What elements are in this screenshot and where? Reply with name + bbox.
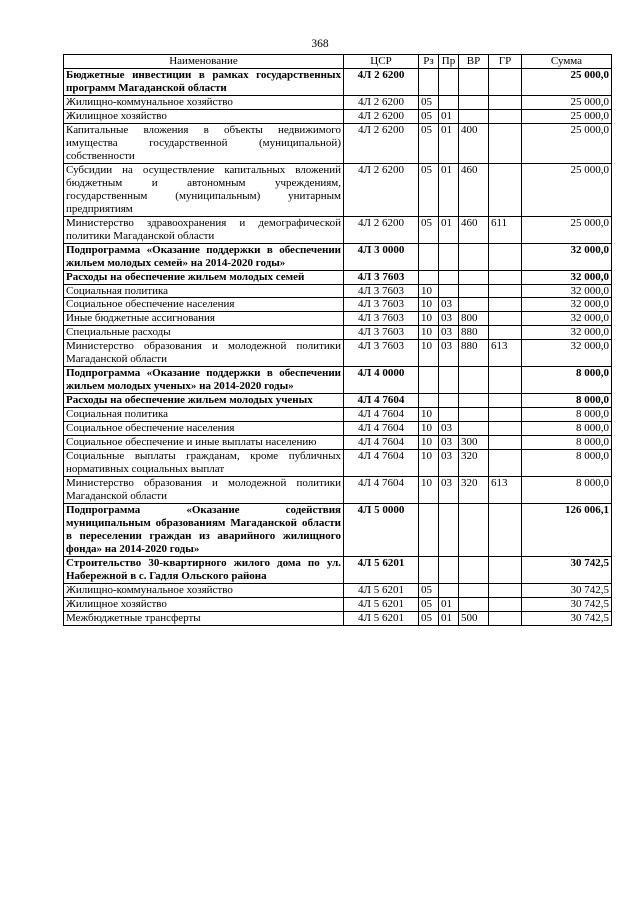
cell-sum: 25 000,0	[522, 69, 612, 96]
cell-name: Социальная политика	[64, 284, 344, 298]
cell-name: Жилищно-коммунальное хозяйство	[64, 95, 344, 109]
cell-csr: 4Л 4 7604	[344, 394, 419, 408]
cell-vr	[459, 394, 489, 408]
header-pr: Пр	[439, 55, 459, 69]
cell-pr	[439, 243, 459, 270]
table-row	[64, 367, 612, 394]
cell-rz	[419, 69, 439, 96]
cell-pr: 01	[439, 597, 459, 611]
cell-gr	[489, 436, 522, 450]
cell-name: Жилищно-коммунальное хозяйство	[64, 583, 344, 597]
table-row	[64, 163, 612, 216]
table-row	[64, 340, 612, 367]
cell-vr	[459, 243, 489, 270]
cell-gr	[489, 298, 522, 312]
table-row	[64, 422, 612, 436]
cell-vr	[459, 583, 489, 597]
cell-gr	[489, 270, 522, 284]
cell-sum: 25 000,0	[522, 216, 612, 243]
cell-csr: 4Л 2 6200	[344, 216, 419, 243]
cell-gr	[489, 367, 522, 394]
cell-vr: 800	[459, 312, 489, 326]
cell-sum: 25 000,0	[522, 123, 612, 163]
cell-pr: 03	[439, 450, 459, 477]
cell-sum: 25 000,0	[522, 163, 612, 216]
cell-vr: 500	[459, 611, 489, 625]
cell-sum: 30 742,5	[522, 556, 612, 583]
cell-name: Жилищное хозяйство	[64, 597, 344, 611]
cell-name: Расходы на обеспечение жильем молодых ученых	[64, 394, 344, 408]
cell-vr: 320	[459, 450, 489, 477]
cell-sum: 32 000,0	[522, 326, 612, 340]
cell-csr: 4Л 5 6201	[344, 556, 419, 583]
cell-csr: 4Л 3 0000	[344, 243, 419, 270]
table-row	[64, 326, 612, 340]
cell-csr: 4Л 2 6200	[344, 109, 419, 123]
cell-sum: 8 000,0	[522, 422, 612, 436]
cell-csr: 4Л 3 7603	[344, 326, 419, 340]
cell-gr	[489, 163, 522, 216]
table-row	[64, 109, 612, 123]
cell-csr: 4Л 5 6201	[344, 611, 419, 625]
table-row	[64, 436, 612, 450]
table-row	[64, 270, 612, 284]
cell-sum: 8 000,0	[522, 450, 612, 477]
cell-sum: 32 000,0	[522, 270, 612, 284]
cell-vr	[459, 408, 489, 422]
cell-name: Социальные выплаты гражданам, кроме публичных нормативных социальных выплат	[64, 450, 344, 477]
cell-rz: 05	[419, 109, 439, 123]
cell-vr	[459, 95, 489, 109]
cell-gr	[489, 95, 522, 109]
cell-pr: 03	[439, 326, 459, 340]
cell-gr	[489, 243, 522, 270]
header-gr: ГР	[489, 55, 522, 69]
cell-rz	[419, 243, 439, 270]
cell-vr: 880	[459, 340, 489, 367]
cell-name: Расходы на обеспечение жильем молодых семей	[64, 270, 344, 284]
cell-rz: 05	[419, 583, 439, 597]
cell-name: Социальное обеспечение и иные выплаты населению	[64, 436, 344, 450]
cell-rz: 10	[419, 298, 439, 312]
page-number: 368	[311, 38, 329, 50]
cell-vr	[459, 504, 489, 557]
cell-name: Подпрограмма «Оказание содействия муниципальным образованиям Магаданской области в переселении граждан из аварийного жилищного фонда» на 2014-2020 годы»	[64, 504, 344, 557]
cell-csr: 4Л 4 0000	[344, 367, 419, 394]
cell-sum: 32 000,0	[522, 298, 612, 312]
cell-csr: 4Л 4 7604	[344, 422, 419, 436]
table-row	[64, 408, 612, 422]
cell-gr	[489, 504, 522, 557]
cell-name: Социальное обеспечение населения	[64, 422, 344, 436]
header-rz: Рз	[419, 55, 439, 69]
cell-rz: 10	[419, 312, 439, 326]
cell-pr: 01	[439, 109, 459, 123]
cell-gr	[489, 408, 522, 422]
table-row	[64, 284, 612, 298]
cell-name: Жилищное хозяйство	[64, 109, 344, 123]
cell-vr	[459, 109, 489, 123]
table-row	[64, 298, 612, 312]
cell-csr: 4Л 2 6200	[344, 69, 419, 96]
cell-pr	[439, 69, 459, 96]
cell-vr: 880	[459, 326, 489, 340]
cell-pr: 01	[439, 216, 459, 243]
cell-pr	[439, 95, 459, 109]
cell-rz	[419, 394, 439, 408]
cell-vr	[459, 298, 489, 312]
cell-name: Капитальные вложения в объекты недвижимого имущества государственной (муниципальной) собственности	[64, 123, 344, 163]
cell-vr	[459, 69, 489, 96]
header-name: Наименование	[64, 55, 344, 69]
cell-rz: 10	[419, 340, 439, 367]
cell-gr	[489, 69, 522, 96]
table-row	[64, 556, 612, 583]
table-row	[64, 583, 612, 597]
cell-rz: 10	[419, 436, 439, 450]
table-header-row	[64, 55, 612, 69]
cell-sum: 8 000,0	[522, 477, 612, 504]
cell-rz	[419, 556, 439, 583]
cell-vr: 460	[459, 216, 489, 243]
cell-vr: 460	[459, 163, 489, 216]
table-row	[64, 611, 612, 625]
cell-name: Министерство образования и молодежной политики Магаданской области	[64, 477, 344, 504]
cell-csr: 4Л 5 0000	[344, 504, 419, 557]
cell-rz: 10	[419, 284, 439, 298]
cell-pr: 03	[439, 312, 459, 326]
cell-pr: 03	[439, 436, 459, 450]
cell-rz: 10	[419, 408, 439, 422]
table-row	[64, 216, 612, 243]
cell-pr: 03	[439, 477, 459, 504]
cell-name: Субсидии на осуществление капитальных вложений бюджетным и автономным учреждениям, государственным (муниципальным) унитарным предприятиям	[64, 163, 344, 216]
cell-rz: 10	[419, 422, 439, 436]
cell-rz: 05	[419, 123, 439, 163]
cell-pr	[439, 556, 459, 583]
cell-sum: 8 000,0	[522, 394, 612, 408]
cell-pr	[439, 394, 459, 408]
cell-gr	[489, 611, 522, 625]
table-body	[64, 69, 612, 626]
cell-sum: 25 000,0	[522, 109, 612, 123]
table-row	[64, 243, 612, 270]
cell-sum: 32 000,0	[522, 243, 612, 270]
table-row	[64, 69, 612, 96]
cell-name: Бюджетные инвестиции в рамках государственных программ Магаданской области	[64, 69, 344, 96]
cell-gr	[489, 556, 522, 583]
header-vr: ВР	[459, 55, 489, 69]
cell-vr	[459, 284, 489, 298]
cell-gr	[489, 123, 522, 163]
cell-gr: 613	[489, 340, 522, 367]
cell-name: Подпрограмма «Оказание поддержки в обеспечении жильем молодых ученых» на 2014-2020 годы»	[64, 367, 344, 394]
cell-csr: 4Л 4 7604	[344, 450, 419, 477]
cell-vr	[459, 367, 489, 394]
header-csr: ЦСР	[344, 55, 419, 69]
cell-name: Министерство образования и молодежной политики Магаданской области	[64, 340, 344, 367]
cell-pr	[439, 367, 459, 394]
cell-sum: 8 000,0	[522, 367, 612, 394]
table-row	[64, 477, 612, 504]
cell-gr	[489, 422, 522, 436]
cell-csr: 4Л 5 6201	[344, 597, 419, 611]
cell-gr	[489, 109, 522, 123]
cell-vr	[459, 556, 489, 583]
cell-name: Социальное обеспечение населения	[64, 298, 344, 312]
cell-rz: 05	[419, 611, 439, 625]
cell-sum: 126 006,1	[522, 504, 612, 557]
cell-pr: 01	[439, 163, 459, 216]
cell-name: Подпрограмма «Оказание поддержки в обеспечении жильем молодых семей» на 2014-2020 годы»	[64, 243, 344, 270]
table-row	[64, 450, 612, 477]
cell-csr: 4Л 3 7603	[344, 340, 419, 367]
cell-rz: 10	[419, 450, 439, 477]
cell-csr: 4Л 3 7603	[344, 298, 419, 312]
cell-csr: 4Л 4 7604	[344, 436, 419, 450]
cell-sum: 32 000,0	[522, 312, 612, 326]
cell-sum: 25 000,0	[522, 95, 612, 109]
cell-rz	[419, 504, 439, 557]
cell-sum: 32 000,0	[522, 284, 612, 298]
cell-vr: 400	[459, 123, 489, 163]
cell-rz: 05	[419, 216, 439, 243]
cell-gr	[489, 394, 522, 408]
cell-gr	[489, 326, 522, 340]
cell-vr	[459, 597, 489, 611]
cell-pr	[439, 583, 459, 597]
cell-name: Министерство здравоохранения и демографической политики Магаданской области	[64, 216, 344, 243]
cell-name: Специальные расходы	[64, 326, 344, 340]
cell-gr: 611	[489, 216, 522, 243]
cell-csr: 4Л 4 7604	[344, 477, 419, 504]
cell-csr: 4Л 2 6200	[344, 95, 419, 109]
cell-rz: 05	[419, 597, 439, 611]
cell-pr: 03	[439, 340, 459, 367]
cell-pr	[439, 408, 459, 422]
cell-sum: 32 000,0	[522, 340, 612, 367]
cell-gr	[489, 312, 522, 326]
table-row	[64, 123, 612, 163]
table-row	[64, 95, 612, 109]
cell-csr: 4Л 3 7603	[344, 312, 419, 326]
cell-csr: 4Л 3 7603	[344, 270, 419, 284]
cell-rz: 05	[419, 95, 439, 109]
cell-vr: 320	[459, 477, 489, 504]
cell-sum: 30 742,5	[522, 597, 612, 611]
cell-csr: 4Л 3 7603	[344, 284, 419, 298]
cell-rz: 10	[419, 477, 439, 504]
cell-pr	[439, 284, 459, 298]
cell-gr	[489, 450, 522, 477]
cell-pr: 01	[439, 611, 459, 625]
budget-table	[63, 54, 612, 626]
cell-vr	[459, 270, 489, 284]
cell-name: Иные бюджетные ассигнования	[64, 312, 344, 326]
cell-pr	[439, 504, 459, 557]
cell-pr	[439, 270, 459, 284]
cell-rz: 05	[419, 163, 439, 216]
cell-gr	[489, 583, 522, 597]
cell-pr: 03	[439, 422, 459, 436]
cell-csr: 4Л 2 6200	[344, 163, 419, 216]
cell-sum: 30 742,5	[522, 611, 612, 625]
cell-vr	[459, 422, 489, 436]
cell-name: Социальная политика	[64, 408, 344, 422]
cell-pr: 01	[439, 123, 459, 163]
cell-name: Межбюджетные трансферты	[64, 611, 344, 625]
table-row	[64, 312, 612, 326]
cell-csr: 4Л 5 6201	[344, 583, 419, 597]
table-row	[64, 597, 612, 611]
cell-csr: 4Л 2 6200	[344, 123, 419, 163]
cell-csr: 4Л 4 7604	[344, 408, 419, 422]
table-row	[64, 504, 612, 557]
cell-rz	[419, 270, 439, 284]
cell-sum: 30 742,5	[522, 583, 612, 597]
cell-rz	[419, 367, 439, 394]
table-row	[64, 394, 612, 408]
cell-gr: 613	[489, 477, 522, 504]
cell-name: Строительство 30-квартирного жилого дома по ул. Набережной в с. Гадля Ольского района	[64, 556, 344, 583]
cell-rz: 10	[419, 326, 439, 340]
cell-pr: 03	[439, 298, 459, 312]
cell-gr	[489, 597, 522, 611]
header-sum: Сумма	[522, 55, 612, 69]
cell-vr: 300	[459, 436, 489, 450]
cell-sum: 8 000,0	[522, 436, 612, 450]
cell-sum: 8 000,0	[522, 408, 612, 422]
cell-gr	[489, 284, 522, 298]
